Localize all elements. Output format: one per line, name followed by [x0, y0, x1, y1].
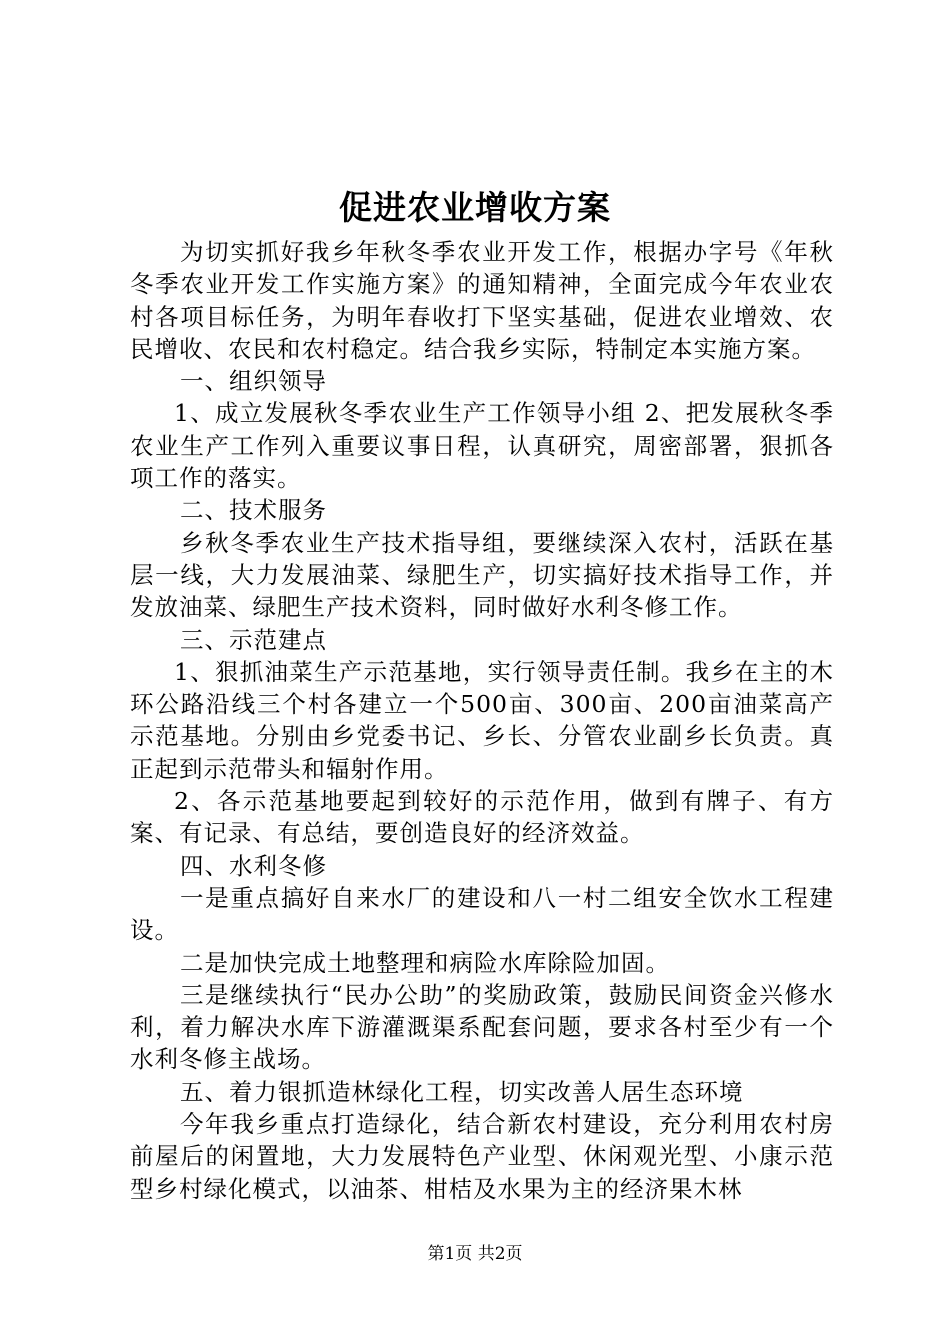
- page-number-footer: 第1页 共2页: [427, 1244, 523, 1264]
- paragraph-water-1: 一是重点搞好自来水厂的建设和八一村二组安全饮水工程建设。: [130, 883, 834, 945]
- section-heading-2: 二、技术服务: [180, 496, 327, 525]
- document-title: 促进农业增收方案: [339, 188, 611, 227]
- section-heading-1: 一、组织领导: [180, 367, 327, 396]
- paragraph-water-2: 二是加快完成土地整理和病险水库除险加固。: [180, 948, 670, 977]
- section-heading-5: 五、着力银抓造林绿化工程，切实改善人居生态环境: [180, 1077, 744, 1106]
- document-body: [130, 236, 834, 1205]
- paragraph-greening: 今年我乡重点打造绿化，结合新农村建设，充分利用农村房前屋后的闲置地，大力发展特色产业型、休闲观光型、小康示范型乡村绿化模式，以油茶、柑桔及水果为主的经济果木林: [130, 1110, 834, 1203]
- paragraph-intro: 为切实抓好我乡年秋冬季农业开发工作，根据办字号《年秋冬季农业开发工作实施方案》的通知精神，全面完成今年农业农村各项目标任务，为明年春收打下坚实基础，促进农业增效、农民增收、农民和农村稳定。结合我乡实际，特制定本实施方案。: [130, 238, 834, 363]
- section-heading-4: 四、水利冬修: [180, 851, 327, 880]
- paragraph-demo-base-1: 1、狠抓油菜生产示范基地，实行领导责任制。我乡在主的木环公路沿线三个村各建立一个500亩、300亩、200亩油菜高产示范基地。分别由乡党委书记、乡长、分管农业副乡长负责。真正起到示范带头和辐射作用。: [130, 657, 834, 783]
- paragraph-organization: 1、成立发展秋冬季农业生产工作领导小组 2、把发展秋冬季农业生产工作列入重要议事日程，认真研究，周密部署，狠抓各项工作的落实。: [130, 399, 834, 493]
- paragraph-technical-service: 乡秋冬季农业生产技术指导组，要继续深入农村，活跃在基层一线，大力发展油菜、绿肥生产，切实搞好技术指导工作，并发放油菜、绿肥生产技术资料，同时做好水利冬修工作。: [130, 528, 834, 622]
- paragraph-demo-base-2: 2、各示范基地要起到较好的示范作用，做到有牌子、有方案、有记录、有总结，要创造良好的经济效益。: [130, 787, 834, 848]
- paragraph-water-3: 三是继续执行“民办公助”的奖励政策，鼓励民间资金兴修水利，着力解决水库下游灌溉渠系配套问题，要求各村至少有一个水利冬修主战场。: [130, 980, 834, 1074]
- section-heading-3: 三、示范建点: [180, 625, 327, 654]
